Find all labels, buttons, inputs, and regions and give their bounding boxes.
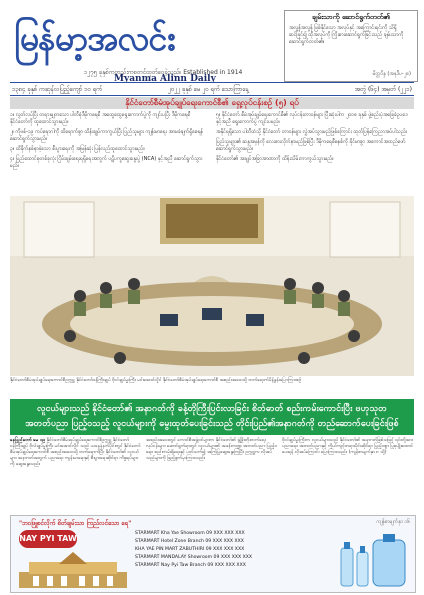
meeting-photo [10, 196, 414, 376]
dateline-volume: အတွဲ (၆၄) အမှတ် (၂၂၁) [354, 86, 412, 93]
motto-text: အလွန်အလွန် ဖြစ်နိုင်သော အလုပ်နှင့် အကြောင်းရင်းကို သိရှိဆင်ခြင်၍ ထိုအလုပ်ကို ကြိုးစားဆောင်ရွက်ခြင်းသည် ချမ်းသာကို ဆောင်ရွက်တတ်၏။ [289, 25, 404, 45]
roadmap-item: ပြည်သူများ၏ ဆန္ဒအမှန်ကို လေးစားလိုက်နာမည်ဖြစ်ပြီး ဒီမိုကရေစီစနစ်ကို ခိုင်မာစွာ အကောင်အထည်ဖော်ဆောင်ရွက်သွားမည်။ [216, 139, 406, 152]
established-line: ၁၂၇၅ ခုနှစ်ကတည်းကစတင်ထုတ်ဝေခဲ့သည်။ Established in 1914 [84, 69, 243, 76]
article-text: နိုင်ငံတော်စီမံအုပ်ချုပ်ရေးကောင်စီဥက္ကဋ္ဌ နိုင်ငံတော်ဝန်ကြီးချုပ် ဗိုလ်ချုပ်မှူးကြီး မင်းအောင်လှိုင် သည် ယနေ့နံနက်ပိုင်းတွင် နိုင်ငံတော်စီမံအုပ်ချုပ်ရေးကောင်စီ အစည်းအဝေးသို့ တက်ရောက်ပြီး နိုင်ငံတော်၏ လူငယ်များ အနာဂတ်အတွက် ပညာရေး ကျန်းမာရေးနှင့် စီးပွားရေးဆိုင်ရာ ကိစ္စရပ်များကို ဆွေးနွေးသည်။ [10, 438, 141, 467]
ad-contact-line: STARMART Nay Pyi Taw Branch 09 XXX XXX XXX [135, 563, 246, 568]
roadmap-item: ၄။ ပြည်ထောင်စုတစ်ခုလုံး ငြိမ်းချမ်းရေးရရှိရေးအတွက် ပဋိပက္ခဆွေးနွေးပွဲ (NCA) နှင့်အညီ ဆောင်ရွက်သွားမည်။ [10, 156, 203, 169]
masthead [10, 10, 414, 84]
photo-caption: နိုင်ငံတော်စီမံအုပ်ချုပ်ရေးကောင်စီဥက္ကဋ္ဌ နိုင်ငံတော်ဝန်ကြီးချုပ် ဗိုလ်ချုပ်မှူးကြီး မင်းအောင်လှိုင် နိုင်ငံတော်စီမံအုပ်ချုပ်ရေးကောင်စီ အစည်းအဝေးသို့ တက်ရောက်မိန့်ခွန်းပြောကြားစဉ် [10, 378, 302, 383]
roadmap-item: ၁။ လွတ်လပ်ပြီး တရားမျှတသော ပါတီစုံဒီမိုကရေစီ အထွေထွေရွေးကောက်ပွဲကို ကျင်းပပြီး ဒီမိုကရေစီနိုင်ငံတော်ကို ထူထောင်သွားမည်။ [10, 112, 191, 125]
continued-page-marker: ကျန်စာမျက်နှာ ၁၆ [376, 519, 410, 525]
advertisement [10, 515, 416, 593]
ad-contact-line: STARMART MANDALAY Showroom 09 XXX XXX XXX [135, 555, 253, 560]
roadmap-item: ၃။ ထိခိုက်နစ်နာခဲ့သော စီးပွားရေးကို အမြန်ဆုံး ပြန်လည်ထူထောင်သွားမည်။ [10, 146, 145, 152]
ad-slogan: "ဘဝဖြူစင်လိုက် စိတ်ချမ်းသာ ကြည်လင်သော ရေ" [19, 520, 132, 527]
roadmap-right-column [216, 112, 412, 194]
quote-banner-line-1: လူငယ်များသည် နိုင်ငံတော်၏ အနာဂတ်ကို ခန့်တိုကြီးပြင်းလာခြင်း စိတ်ဓာတ် စည်းကမ်းကောင်းပြီး ဗဟုသုတ [37, 404, 387, 414]
quote-banner [10, 399, 414, 435]
roadmap-item: ၂။ ကိုဗစ်-၁၉ ကပ်ရောဂါကို ထိရောက်စွာ ထိန်းချုပ်ကာကွယ်ပြီး ပြည်သူများ ကျန်းမာရေး အာမခံချက်ရှိစေရန် ဆောင်ရွက်သွားမည်။ [10, 129, 204, 142]
ad-brand-logo: NAY PYI TAW [19, 530, 77, 548]
dateline-bar [10, 82, 414, 96]
building-icon [19, 552, 127, 588]
meeting-photo-illustration [10, 196, 414, 376]
english-title: Myanma Alinn Daily [114, 74, 216, 84]
roadmap-item: ၅။ နိုင်ငံတော် စီမံအုပ်ချုပ်ရေးကောင်စီ၏ လုပ်ငန်းတာဝန်များ ပြီးဆုံးပါက ၂၀၀၈ ခုနှစ် ဖွဲ့စည်းပုံအခြေခံဥပဒေနှင့်အညီ ရွေးကောက်ပွဲ ကျင်းပမည်။ [216, 112, 408, 125]
headline-banner: နိုင်ငံတော်စီမံအုပ်ချုပ်ရေးကောင်စီ၏ ရှေ့လုပ်ငန်းစဉ် (၅) ရပ် [10, 97, 414, 109]
article-column-1 [10, 438, 142, 468]
roadmap-columns [10, 112, 414, 194]
motto-source: မိတ္တဝိန္ဒ (အနုဒီပ-၂၈) [372, 71, 411, 77]
quote-banner-line-2: အတတ်ပညာ ပြည့်ဝသည့် လူငယ်များကို မွေးထုတ်ပေးခြင်းသည် တိုင်းပြည်၏အနာဂတ်ကို တည်ဆောက်ပေးခြင်းဖြစ် [25, 419, 399, 429]
newspaper-logo: မြန်မာ့အလင်း [14, 19, 175, 59]
motto-title: ချမ်းသာကို ဆောင်ရွက်တတ်၏ [312, 13, 390, 21]
article-column-3: ဗိုလ်ချုပ်မှူးကြီးက လူငယ်များသည် နိုင်ငံတော်၏ အနာဂတ်ဖြစ်သဖြင့် ၎င်းတို့အား ပညာရေး၊ အတတ်ပညာနှင့် ကိုယ်ကျင့်တရားပိုင်းဆိုင်ရာ ပြည့်ဝစွာ ပြုစုပျိုးထောင်ပေးရန် လိုအပ်ကြောင်း ပြောကြားသည်။ (ကျန်စာမျက်နှာ ၈ သို့) [282, 438, 414, 455]
article-body [10, 438, 414, 518]
article-column-2: အစည်းအဝေးတွင် ကောင်စီအဖွဲ့ဝင်များက နိုင်ငံတော်၏ ဖွံ့ဖြိုးတိုးတက်ရေးလုပ်ငန်းများ ဆောင်ရွက်ရာတွင် လူငယ်များ၏ အခန်းကဏ္ဍ၊ အတတ်ပညာ ပြည့်ဝရေး၊ စည်းကမ်းရှိရေးနှင့် ပတ်သက်၍ အကြံပြုဆွေးနွေးကြပြီး ဥက္ကဋ္ဌက လိုအပ်သည်များကို ဖြည့်စွက်မှာကြားသည်။ [146, 438, 278, 461]
roadmap-item: အနိုင်ရရှိသော ပါတီထံသို့ နိုင်ငံတော် တာဝန်များ လွှဲအပ်သွားမည်ဖြစ်ကြောင်း ထုတ်ပြန်ကြေညာအပ်ပါသည်။ [216, 129, 408, 135]
article-byline: နေပြည်တော် မေ ၁၉ [10, 438, 46, 443]
ad-contact-list [135, 530, 331, 570]
roadmap-item: နိုင်ငံတော်၏ အချုပ်အခြာအာဏာကို ထိန်းသိမ်းကာကွယ်သွားမည်။ [216, 156, 334, 162]
motto-box [284, 10, 418, 82]
dateline-myanmar-date: ၁၃၈၄ ခုနှစ် ကဆုန်လပြည့်ကျော် ၁၀ ရက် [12, 86, 103, 93]
ad-contact-line: STARMART Kha Yae Showroom 09 XXX XXX XXX [135, 531, 245, 536]
dateline-gregorian-date: ၂၀၂၂ ခုနှစ် မေ ၂၀ ရက် သောကြာနေ့ [168, 86, 249, 93]
water-bottles-icon [337, 534, 409, 588]
roadmap-left-column [10, 112, 206, 194]
ad-contact-line: KHA YAE PIN MART ZABUTHIRI 09 XXX XXX XXX [135, 547, 245, 552]
ad-contact-line: STARMART Hotel Zone Branch 09 XXX XXX XXX [135, 539, 244, 544]
